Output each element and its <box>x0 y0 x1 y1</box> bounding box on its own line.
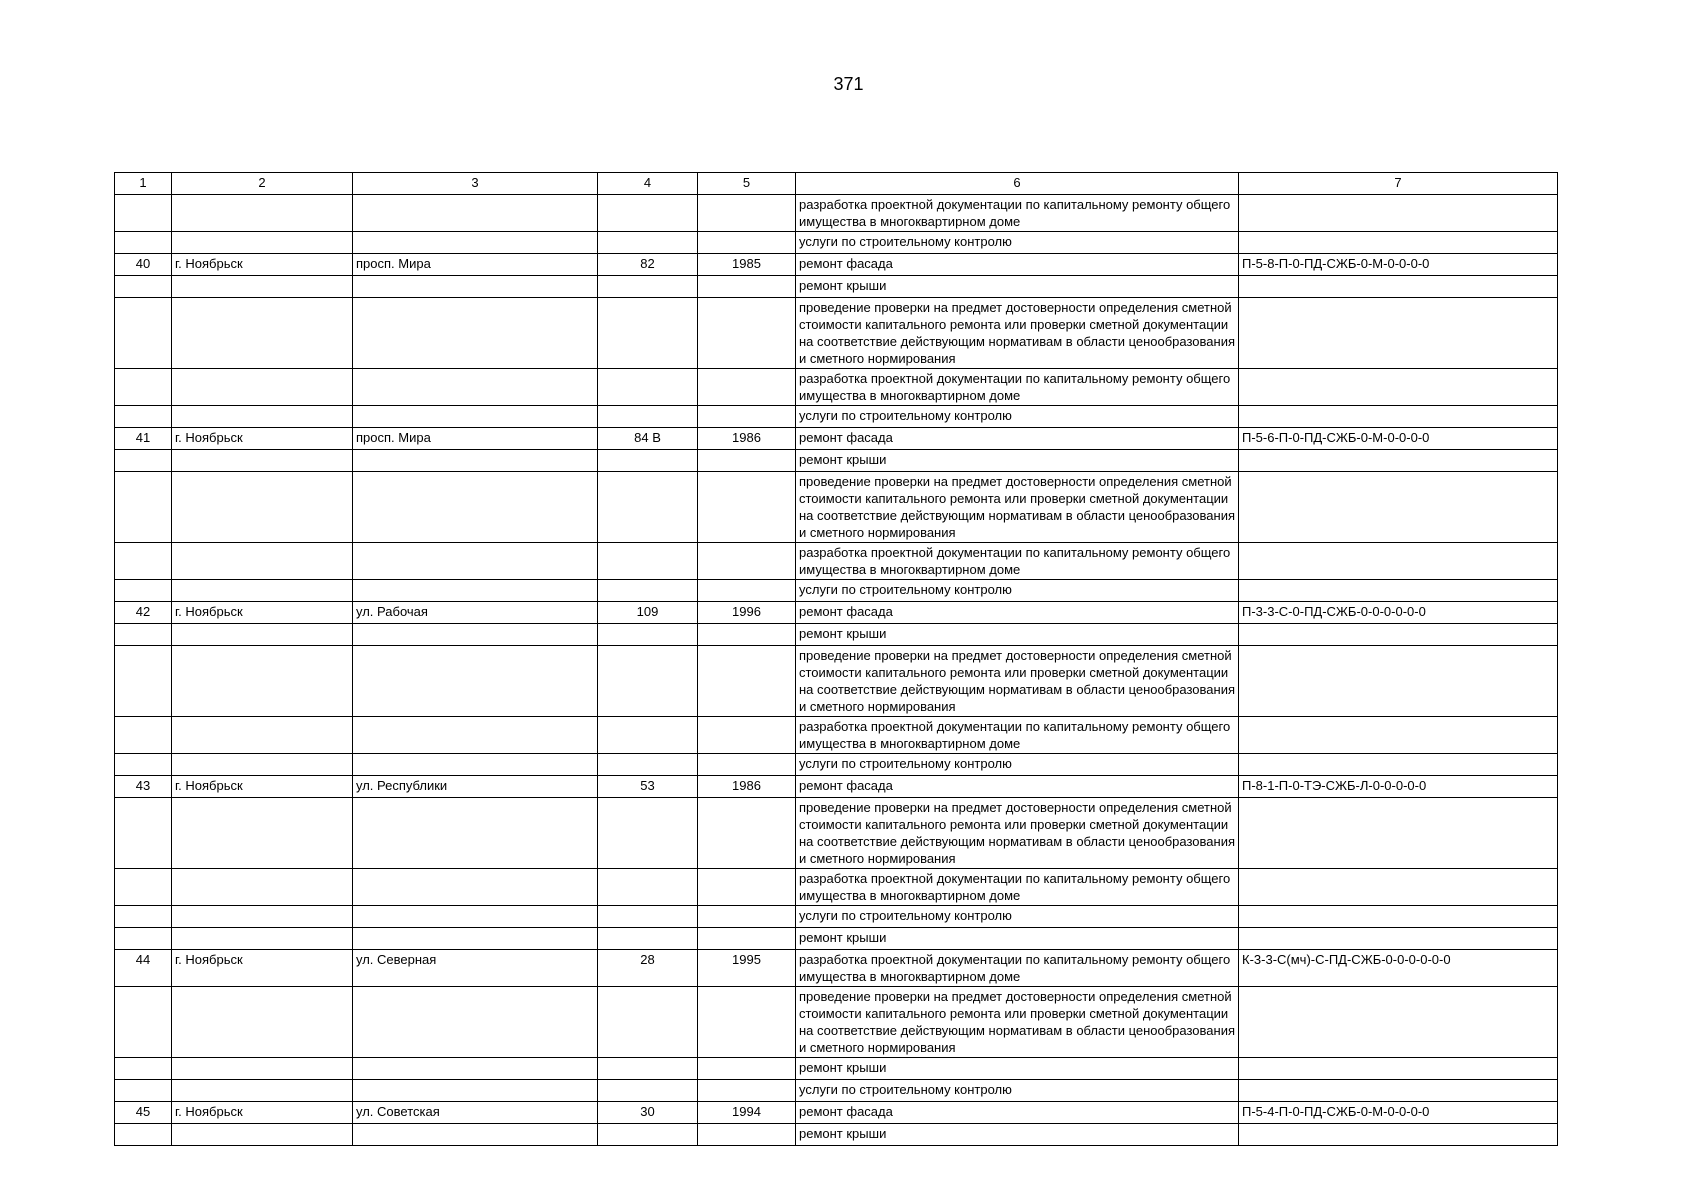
house-number-cell: 53 <box>598 776 698 798</box>
house-code-cell: П-8-1-П-0-ТЭ-СЖБ-Л-0-0-0-0-0 <box>1239 776 1558 798</box>
year-cell <box>698 624 796 646</box>
city-cell: г. Ноябрьск <box>172 776 353 798</box>
row-number-cell <box>115 472 172 543</box>
year-cell <box>698 369 796 406</box>
year-cell <box>698 987 796 1058</box>
work-type-cell: ремонт крыши <box>796 624 1239 646</box>
street-cell <box>353 1080 598 1102</box>
house-code-cell: П-5-4-П-0-ПД-СЖБ-0-М-0-0-0-0 <box>1239 1102 1558 1124</box>
table-row <box>115 406 1558 428</box>
house-number-cell <box>598 369 698 406</box>
row-number-cell <box>115 276 172 298</box>
house-number-cell <box>598 406 698 428</box>
row-number-cell <box>115 906 172 928</box>
house-number-cell <box>598 298 698 369</box>
work-type-cell: проведение проверки на предмет достоверности определения сметной стоимости капитального ремонта или проверки сметной документации на соответствие действующим нормативам в области ценообразования и сметного нормирования <box>796 298 1239 369</box>
work-type-cell: услуги по строительному контролю <box>796 754 1239 776</box>
house-number-cell: 109 <box>598 602 698 624</box>
work-type-cell: разработка проектной документации по капитальному ремонту общего имущества в многоквартирном доме <box>796 369 1239 406</box>
work-type-cell: ремонт фасада <box>796 776 1239 798</box>
year-cell <box>698 717 796 754</box>
work-type-cell: разработка проектной документации по капитальному ремонту общего имущества в многоквартирном доме <box>796 869 1239 906</box>
city-cell <box>172 1124 353 1146</box>
work-type-cell: ремонт крыши <box>796 1124 1239 1146</box>
table-row <box>115 1102 1558 1124</box>
table-header-row <box>115 173 1558 195</box>
year-cell: 1994 <box>698 1102 796 1124</box>
street-cell: просп. Мира <box>353 254 598 276</box>
year-cell: 1985 <box>698 254 796 276</box>
city-cell: г. Ноябрьск <box>172 254 353 276</box>
house-code-cell <box>1239 987 1558 1058</box>
house-code-cell <box>1239 1080 1558 1102</box>
house-code-cell <box>1239 717 1558 754</box>
row-number-cell <box>115 646 172 717</box>
row-number-cell <box>115 232 172 254</box>
year-cell <box>698 543 796 580</box>
table-row <box>115 869 1558 906</box>
house-code-cell <box>1239 276 1558 298</box>
street-cell <box>353 298 598 369</box>
work-type-cell: услуги по строительному контролю <box>796 1080 1239 1102</box>
work-type-cell: ремонт крыши <box>796 928 1239 950</box>
house-number-cell <box>598 717 698 754</box>
year-cell <box>698 195 796 232</box>
street-cell <box>353 869 598 906</box>
house-number-cell <box>598 754 698 776</box>
house-code-cell <box>1239 298 1558 369</box>
street-cell <box>353 717 598 754</box>
city-cell: г. Ноябрьск <box>172 602 353 624</box>
table-row <box>115 1080 1558 1102</box>
year-cell <box>698 1080 796 1102</box>
street-cell: просп. Мира <box>353 428 598 450</box>
house-number-cell <box>598 624 698 646</box>
house-number-cell <box>598 195 698 232</box>
row-number-cell <box>115 798 172 869</box>
street-cell <box>353 369 598 406</box>
capital-repair-table <box>114 172 1558 1146</box>
row-number-cell: 41 <box>115 428 172 450</box>
table-row <box>115 298 1558 369</box>
header-cell: 3 <box>353 173 598 195</box>
row-number-cell <box>115 1080 172 1102</box>
work-type-cell: проведение проверки на предмет достоверности определения сметной стоимости капитального ремонта или проверки сметной документации на соответствие действующим нормативам в области ценообразования и сметного нормирования <box>796 472 1239 543</box>
header-cell: 1 <box>115 173 172 195</box>
street-cell: ул. Советская <box>353 1102 598 1124</box>
house-code-cell <box>1239 472 1558 543</box>
house-number-cell <box>598 646 698 717</box>
year-cell <box>698 928 796 950</box>
row-number-cell <box>115 717 172 754</box>
year-cell <box>698 754 796 776</box>
table-row <box>115 195 1558 232</box>
house-code-cell: П-3-3-С-0-ПД-СЖБ-0-0-0-0-0-0 <box>1239 602 1558 624</box>
table-row <box>115 624 1558 646</box>
house-code-cell <box>1239 928 1558 950</box>
row-number-cell <box>115 928 172 950</box>
year-cell <box>698 906 796 928</box>
street-cell <box>353 450 598 472</box>
year-cell <box>698 232 796 254</box>
house-number-cell: 82 <box>598 254 698 276</box>
city-cell <box>172 754 353 776</box>
year-cell <box>698 276 796 298</box>
work-type-cell: ремонт фасада <box>796 602 1239 624</box>
city-cell <box>172 987 353 1058</box>
year-cell <box>698 869 796 906</box>
work-type-cell: разработка проектной документации по капитальному ремонту общего имущества в многоквартирном доме <box>796 717 1239 754</box>
work-type-cell: услуги по строительному контролю <box>796 406 1239 428</box>
work-type-cell: ремонт крыши <box>796 450 1239 472</box>
house-number-cell: 28 <box>598 950 698 987</box>
year-cell <box>698 406 796 428</box>
work-type-cell: услуги по строительному контролю <box>796 580 1239 602</box>
street-cell <box>353 276 598 298</box>
work-type-cell: проведение проверки на предмет достоверности определения сметной стоимости капитального ремонта или проверки сметной документации на соответствие действующим нормативам в области ценообразования и сметного нормирования <box>796 646 1239 717</box>
row-number-cell <box>115 1058 172 1080</box>
year-cell <box>698 298 796 369</box>
house-code-cell <box>1239 624 1558 646</box>
street-cell <box>353 232 598 254</box>
house-code-cell: П-5-6-П-0-ПД-СЖБ-0-М-0-0-0-0 <box>1239 428 1558 450</box>
house-number-cell <box>598 928 698 950</box>
page-number: 371 <box>833 74 864 94</box>
street-cell <box>353 1124 598 1146</box>
street-cell: ул. Рабочая <box>353 602 598 624</box>
work-type-cell: проведение проверки на предмет достоверности определения сметной стоимости капитального ремонта или проверки сметной документации на соответствие действующим нормативам в области ценообразования и сметного нормирования <box>796 798 1239 869</box>
house-code-cell <box>1239 1058 1558 1080</box>
city-cell <box>172 195 353 232</box>
work-type-cell: ремонт крыши <box>796 1058 1239 1080</box>
house-code-cell <box>1239 195 1558 232</box>
city-cell <box>172 906 353 928</box>
row-number-cell <box>115 369 172 406</box>
row-number-cell <box>115 406 172 428</box>
street-cell <box>353 928 598 950</box>
house-number-cell <box>598 232 698 254</box>
year-cell: 1995 <box>698 950 796 987</box>
work-type-cell: разработка проектной документации по капитальному ремонту общего имущества в многоквартирном доме <box>796 950 1239 987</box>
work-type-cell: ремонт крыши <box>796 276 1239 298</box>
house-number-cell: 30 <box>598 1102 698 1124</box>
city-cell <box>172 798 353 869</box>
table-row <box>115 580 1558 602</box>
street-cell <box>353 472 598 543</box>
row-number-cell <box>115 1124 172 1146</box>
table-row <box>115 543 1558 580</box>
header-cell: 2 <box>172 173 353 195</box>
house-number-cell <box>598 276 698 298</box>
year-cell <box>698 1124 796 1146</box>
house-number-cell <box>598 798 698 869</box>
city-cell <box>172 869 353 906</box>
work-type-cell: ремонт фасада <box>796 254 1239 276</box>
city-cell <box>172 276 353 298</box>
house-code-cell <box>1239 369 1558 406</box>
house-number-cell <box>598 543 698 580</box>
city-cell: г. Ноябрьск <box>172 428 353 450</box>
table-row <box>115 646 1558 717</box>
city-cell <box>172 406 353 428</box>
street-cell <box>353 798 598 869</box>
city-cell <box>172 717 353 754</box>
work-type-cell: услуги по строительному контролю <box>796 232 1239 254</box>
street-cell <box>353 406 598 428</box>
street-cell <box>353 754 598 776</box>
table-row <box>115 717 1558 754</box>
row-number-cell <box>115 543 172 580</box>
city-cell <box>172 624 353 646</box>
house-code-cell <box>1239 1124 1558 1146</box>
street-cell <box>353 906 598 928</box>
city-cell <box>172 580 353 602</box>
row-number-cell: 43 <box>115 776 172 798</box>
table-row <box>115 276 1558 298</box>
work-type-cell: ремонт фасада <box>796 428 1239 450</box>
year-cell <box>698 472 796 543</box>
house-code-cell <box>1239 232 1558 254</box>
header-cell: 4 <box>598 173 698 195</box>
work-type-cell: проведение проверки на предмет достоверности определения сметной стоимости капитального ремонта или проверки сметной документации на соответствие действующим нормативам в области ценообразования и сметного нормирования <box>796 987 1239 1058</box>
header-cell: 6 <box>796 173 1239 195</box>
street-cell: ул. Северная <box>353 950 598 987</box>
row-number-cell <box>115 450 172 472</box>
table-row <box>115 987 1558 1058</box>
row-number-cell: 45 <box>115 1102 172 1124</box>
year-cell <box>698 450 796 472</box>
city-cell <box>172 369 353 406</box>
city-cell <box>172 1080 353 1102</box>
work-type-cell: разработка проектной документации по капитальному ремонту общего имущества в многоквартирном доме <box>796 195 1239 232</box>
city-cell: г. Ноябрьск <box>172 950 353 987</box>
house-number-cell <box>598 987 698 1058</box>
work-type-cell: разработка проектной документации по капитальному ремонту общего имущества в многоквартирном доме <box>796 543 1239 580</box>
city-cell <box>172 450 353 472</box>
row-number-cell: 42 <box>115 602 172 624</box>
house-number-cell <box>598 869 698 906</box>
header-cell: 7 <box>1239 173 1558 195</box>
year-cell: 1996 <box>698 602 796 624</box>
house-number-cell <box>598 450 698 472</box>
year-cell: 1986 <box>698 776 796 798</box>
street-cell: ул. Республики <box>353 776 598 798</box>
city-cell <box>172 646 353 717</box>
street-cell <box>353 987 598 1058</box>
house-number-cell <box>598 1124 698 1146</box>
city-cell: г. Ноябрьск <box>172 1102 353 1124</box>
table-body <box>115 195 1558 1146</box>
street-cell <box>353 543 598 580</box>
house-code-cell <box>1239 906 1558 928</box>
street-cell <box>353 624 598 646</box>
table-row <box>115 369 1558 406</box>
city-cell <box>172 298 353 369</box>
year-cell <box>698 1058 796 1080</box>
house-code-cell: К-3-3-С(мч)-С-ПД-СЖБ-0-0-0-0-0-0 <box>1239 950 1558 987</box>
house-code-cell <box>1239 406 1558 428</box>
work-type-cell: услуги по строительному контролю <box>796 906 1239 928</box>
row-number-cell <box>115 195 172 232</box>
row-number-cell <box>115 580 172 602</box>
house-code-cell: П-5-8-П-0-ПД-СЖБ-0-М-0-0-0-0 <box>1239 254 1558 276</box>
house-number-cell <box>598 472 698 543</box>
table-row <box>115 928 1558 950</box>
table-row <box>115 950 1558 987</box>
city-cell <box>172 543 353 580</box>
table-row <box>115 428 1558 450</box>
table-row <box>115 450 1558 472</box>
table-row <box>115 1124 1558 1146</box>
city-cell <box>172 928 353 950</box>
house-code-cell <box>1239 869 1558 906</box>
row-number-cell: 40 <box>115 254 172 276</box>
year-cell <box>698 646 796 717</box>
row-number-cell <box>115 298 172 369</box>
house-code-cell <box>1239 450 1558 472</box>
house-code-cell <box>1239 798 1558 869</box>
house-number-cell: 84 В <box>598 428 698 450</box>
table-row <box>115 472 1558 543</box>
table-row <box>115 754 1558 776</box>
street-cell <box>353 195 598 232</box>
city-cell <box>172 1058 353 1080</box>
house-number-cell <box>598 580 698 602</box>
table-row <box>115 1058 1558 1080</box>
street-cell <box>353 646 598 717</box>
street-cell <box>353 1058 598 1080</box>
house-number-cell <box>598 906 698 928</box>
house-number-cell <box>598 1080 698 1102</box>
city-cell <box>172 232 353 254</box>
house-number-cell <box>598 1058 698 1080</box>
street-cell <box>353 580 598 602</box>
row-number-cell <box>115 624 172 646</box>
year-cell <box>698 798 796 869</box>
house-code-cell <box>1239 580 1558 602</box>
year-cell: 1986 <box>698 428 796 450</box>
header-cell: 5 <box>698 173 796 195</box>
table-row <box>115 906 1558 928</box>
house-code-cell <box>1239 543 1558 580</box>
table-row <box>115 798 1558 869</box>
row-number-cell: 44 <box>115 950 172 987</box>
table-row <box>115 776 1558 798</box>
house-code-cell <box>1239 646 1558 717</box>
city-cell <box>172 472 353 543</box>
row-number-cell <box>115 754 172 776</box>
house-code-cell <box>1239 754 1558 776</box>
row-number-cell <box>115 869 172 906</box>
work-type-cell: ремонт фасада <box>796 1102 1239 1124</box>
year-cell <box>698 580 796 602</box>
table-row <box>115 254 1558 276</box>
row-number-cell <box>115 987 172 1058</box>
table-row <box>115 232 1558 254</box>
table-row <box>115 602 1558 624</box>
